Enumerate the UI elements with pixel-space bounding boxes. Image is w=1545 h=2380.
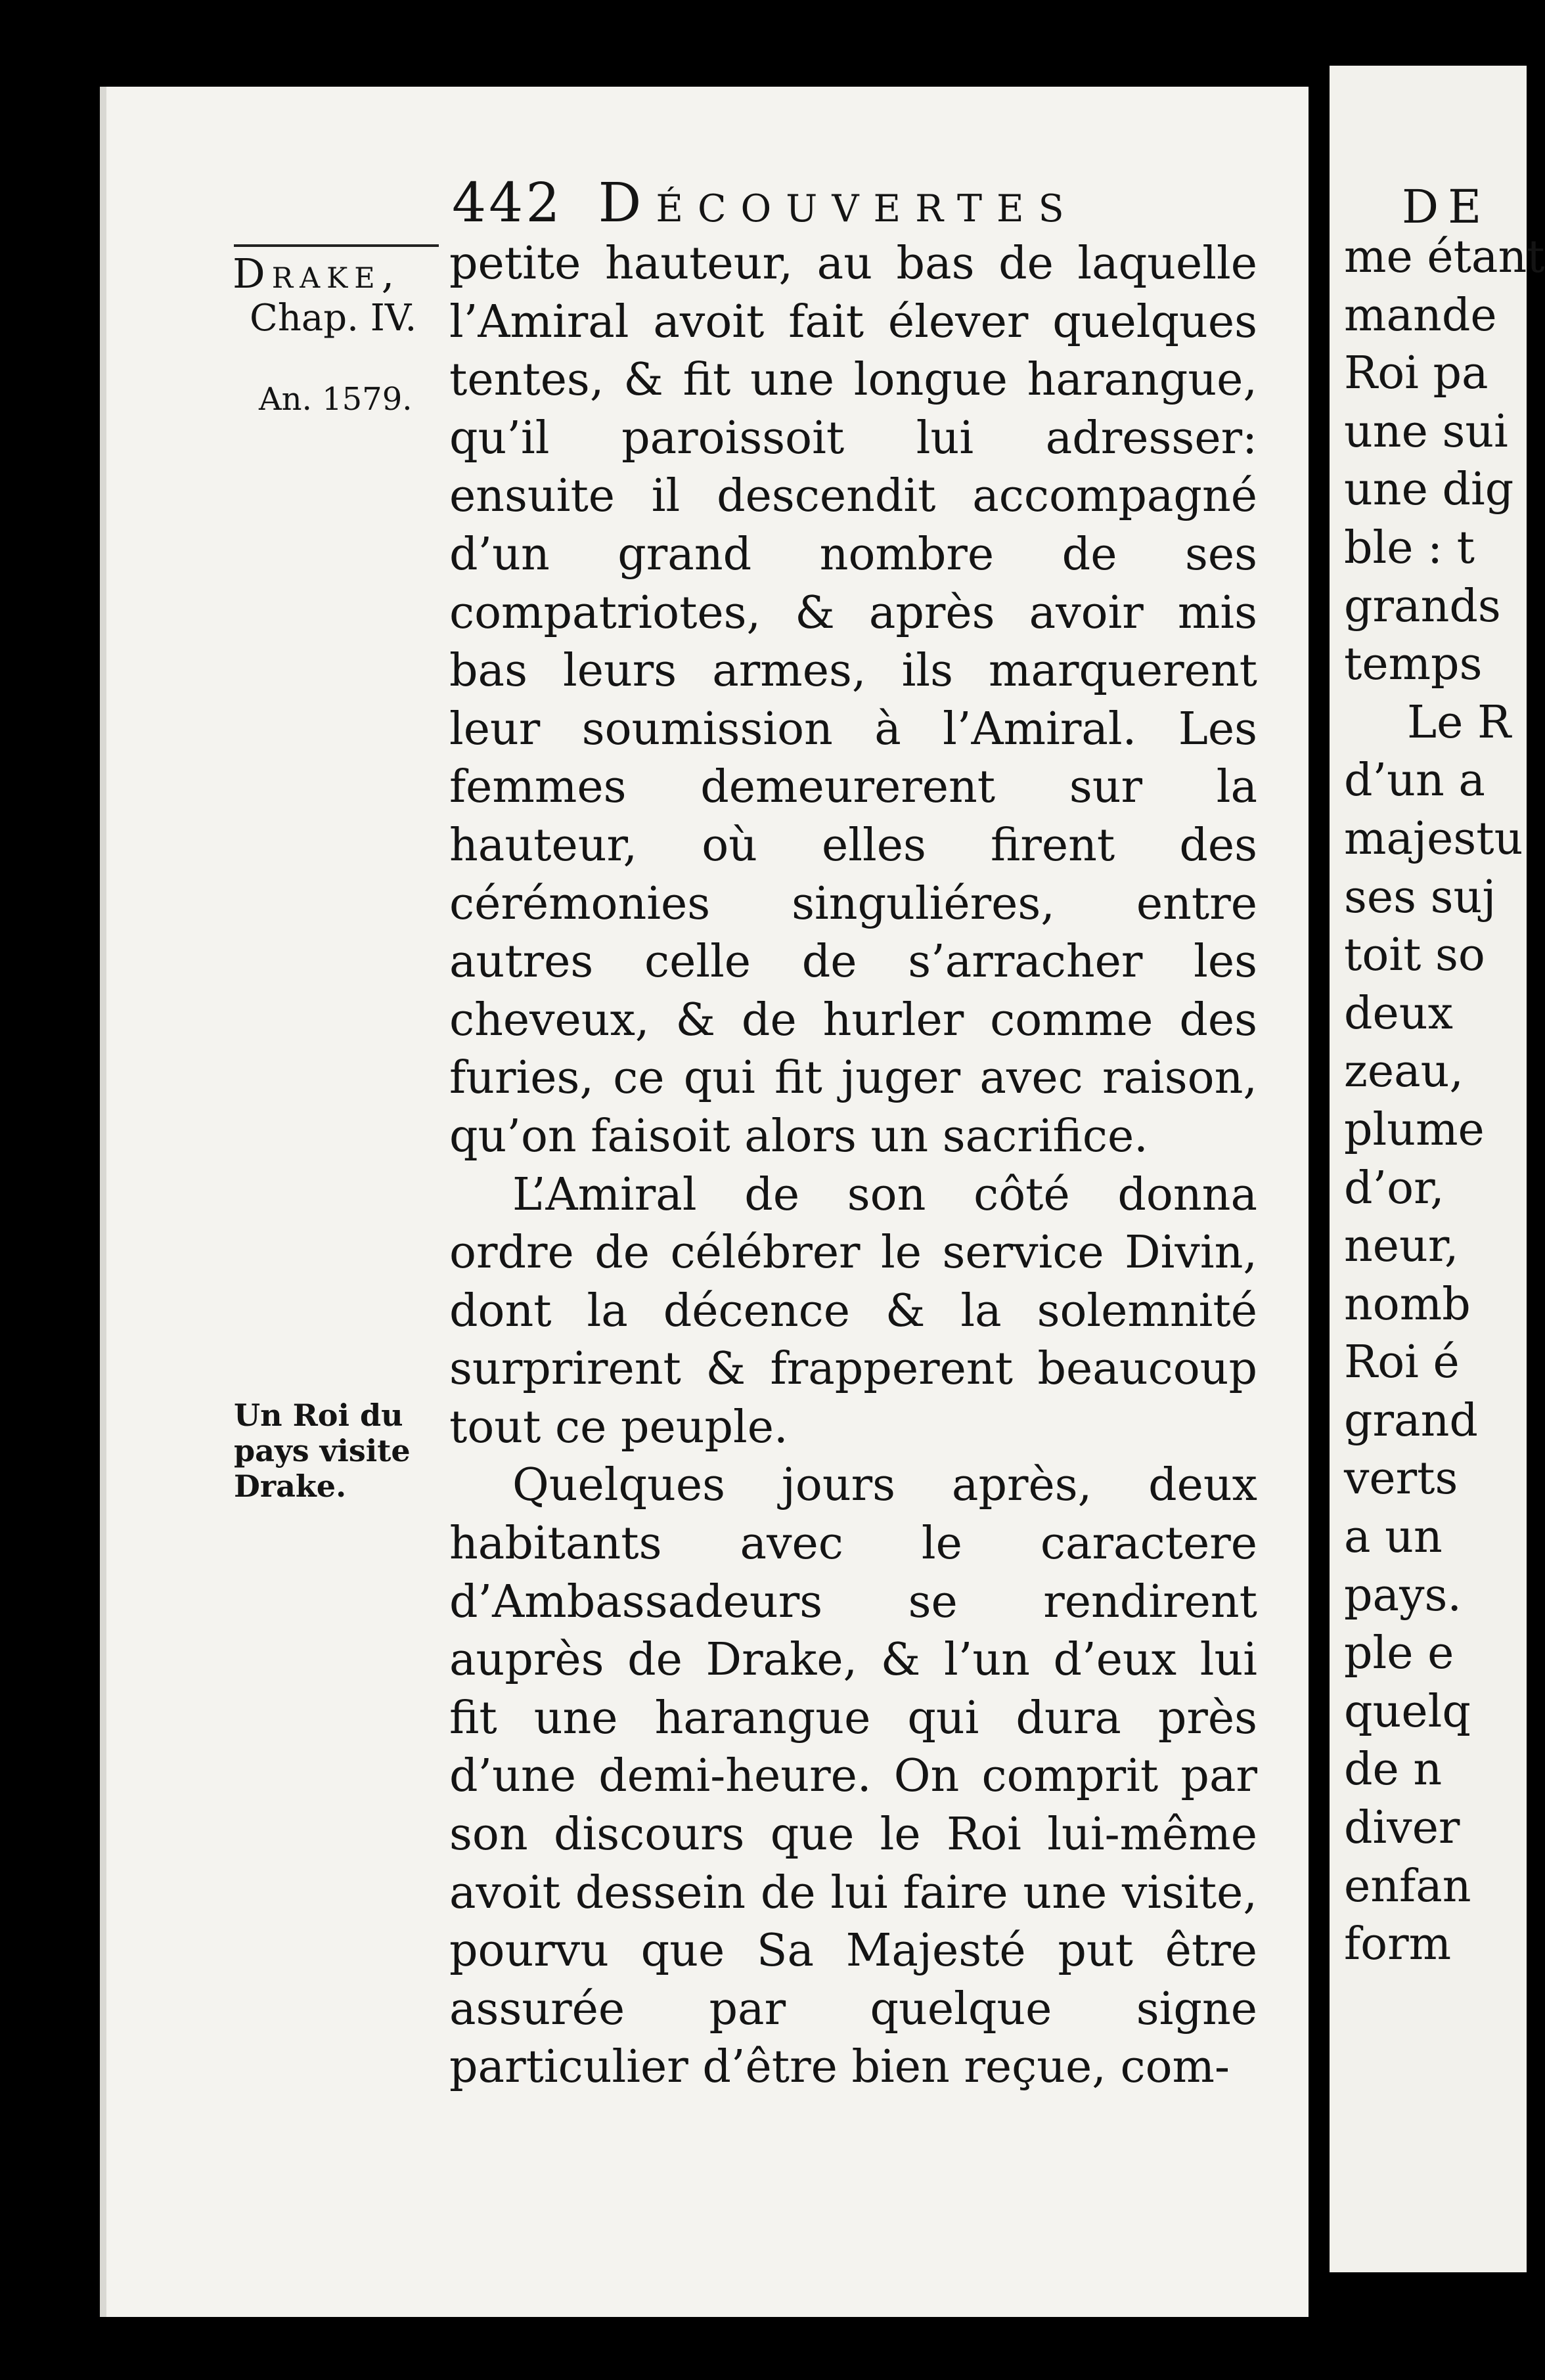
next-line: Roi é [1344, 1336, 1460, 1389]
margin-note: Un Roi du pays visite Drake. [234, 1398, 411, 1504]
next-line: une sui [1344, 405, 1508, 458]
running-title: Découvertes [598, 172, 1079, 234]
next-line: Roi pa [1344, 347, 1489, 400]
next-line: grands [1344, 580, 1501, 632]
next-line: ple e [1344, 1627, 1454, 1680]
page-number: 442 [452, 172, 563, 234]
next-line: d’un a [1344, 755, 1485, 807]
next-line: ses suj [1344, 871, 1496, 923]
next-line: quelq [1344, 1685, 1471, 1738]
margin-chapter: Chap. IV. [250, 297, 417, 340]
next-line: pays. [1344, 1569, 1462, 1621]
next-line: me étant [1344, 231, 1545, 283]
next-page-lines [1344, 229, 1545, 1974]
next-line: de n [1344, 1744, 1443, 1796]
next-line: une dig [1344, 464, 1514, 516]
paragraph: petite hauteur, au bas de laquelle l’Amiral avoit fait élever quelques tentes, & fit une longue harangue, qu’il paroissoit lui adresser: ensuite il descendit accompagné d’un grand nombre de ses compatriotes, & après avoir mis bas leurs armes, ils marquerent leur soumission à l’Amiral. Les femmes demeurerent sur la hauteur, où elles firent des cérémonies singuliéres, entre autres celle de s’arracher les cheveux, & de hurler comme des furies, ce qui fit juger avec raison, qu’on faisoit alors un sacrifice. [449, 238, 1257, 1162]
next-line: neur, [1344, 1220, 1459, 1273]
next-line: enfan [1344, 1860, 1471, 1912]
next-line: nomb [1344, 1278, 1471, 1331]
page-edge [100, 87, 106, 2317]
next-line: ble : t [1344, 521, 1475, 574]
margin-year: An. 1579. [259, 381, 413, 418]
next-line: d’or, [1344, 1162, 1444, 1214]
next-line: plume [1344, 1103, 1485, 1156]
paragraph: Quelques jours après, deux habitants avec le caractere d’Ambassadeurs se rendirent auprès de Drake, & l’un d’eux lui fit une harangue qui dura près d’une demi-heure. On comprit par son discours que le Roi lui-même avoit dessein de lui faire une visite, pourvu que Sa Majesté put être assurée par quelque signe particulier d’être bien reçue, com- [449, 1459, 1257, 2094]
next-line: mande [1344, 289, 1497, 342]
margin-name: Drake, [233, 250, 401, 298]
book-page-right-partial [1330, 66, 1545, 2272]
next-line: majestu [1344, 812, 1523, 865]
next-line: temps [1344, 638, 1483, 691]
next-line: verts [1344, 1453, 1458, 1505]
next-page-header: DE [1402, 180, 1491, 234]
paragraph: L’Amiral de son côté donna ordre de célébrer le service Divin, dont la décence & la solemnité surprirent & frapperent beaucoup tout ce peuple. [449, 1168, 1257, 1453]
next-line: zeau, [1344, 1046, 1464, 1098]
body-text [449, 235, 1257, 2097]
next-line: grand [1344, 1394, 1478, 1447]
margin-rule [234, 244, 439, 247]
next-line: form [1344, 1918, 1452, 1971]
next-line: deux [1344, 987, 1453, 1040]
running-header [452, 172, 1079, 234]
next-line: Le R [1407, 696, 1511, 749]
next-line: toit so [1344, 929, 1485, 982]
next-line: diver [1344, 1802, 1460, 1855]
next-line: a un [1344, 1511, 1443, 1564]
